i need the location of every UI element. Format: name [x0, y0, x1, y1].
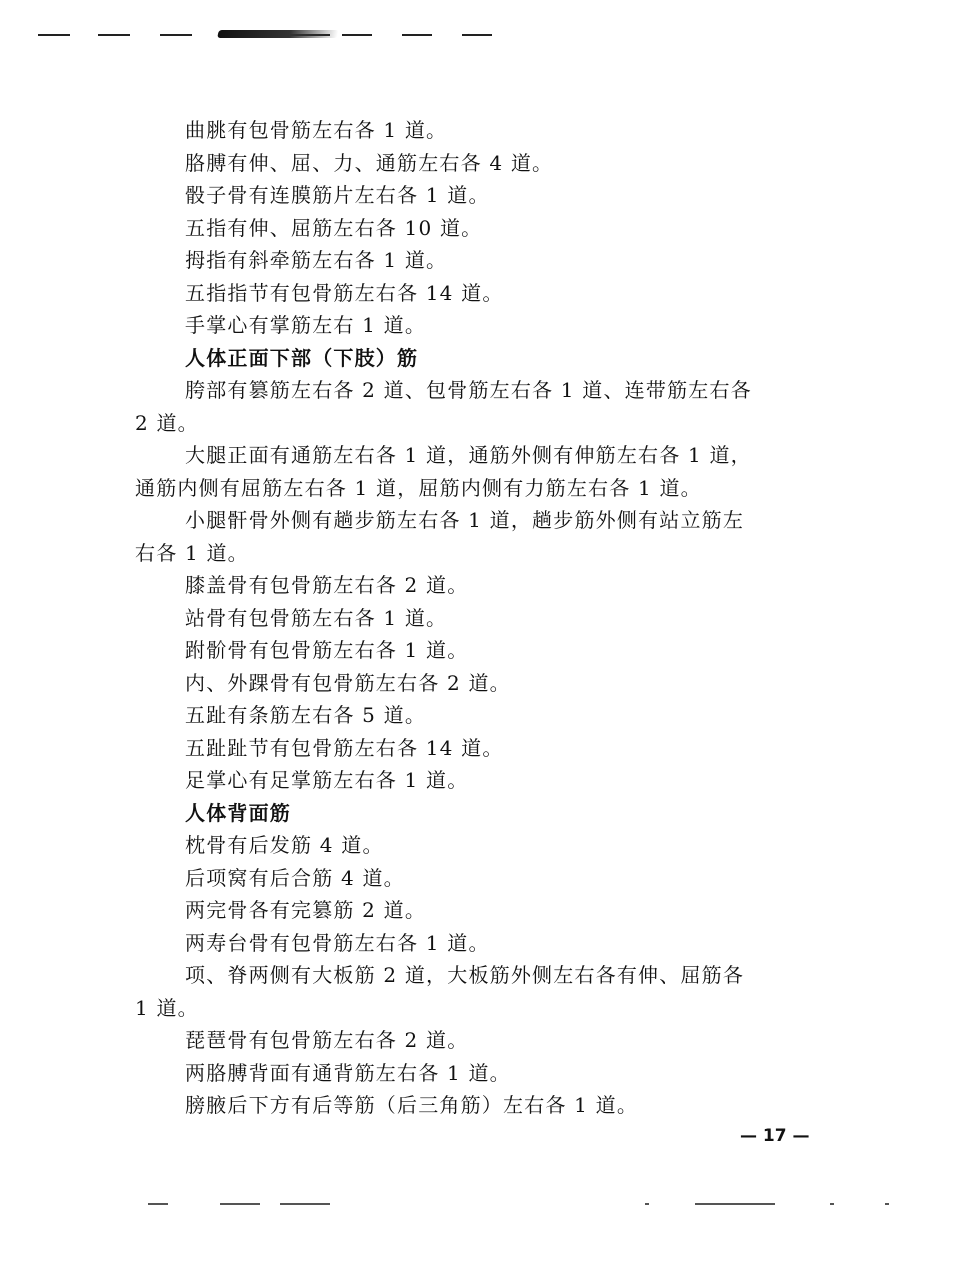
section-heading: 人体背面筋: [185, 800, 291, 825]
text-line: 五指有伸、屈筋左右各 10 道。: [185, 215, 483, 240]
text-line: 两寿台骨有包骨筋左右各 1 道。: [185, 930, 490, 955]
text-line: 足掌心有足掌筋左右各 1 道。: [185, 768, 469, 792]
text-line: 五趾有条筋左右各 5 道。: [185, 703, 427, 727]
text-line: 右各 1 道。: [135, 540, 249, 565]
dash-mark: [342, 34, 372, 36]
text-line: 2 道。: [135, 410, 199, 435]
text-line: 大腿正面有通筋左右各 1 道，通筋外侧有伸筋左右各 1 道，: [185, 443, 752, 467]
section-heading: 人体正面下部（下肢）筋: [185, 345, 419, 370]
scan-speck: [280, 1203, 330, 1205]
dash-mark: [402, 34, 432, 36]
text-line: 胯部有篡筋左右各 2 道、包骨筋左右各 1 道、连带筋左右各: [185, 378, 752, 402]
text-line: 膀腋后下方有后等筋（后三角筋）左右各 1 道。: [185, 1093, 639, 1117]
dash-mark: [462, 34, 492, 36]
text-line: 两完骨各有完篡筋 2 道。: [185, 898, 427, 922]
text-line: 骰子骨有连膜筋片左右各 1 道。: [185, 183, 490, 207]
scan-speck: [645, 1203, 649, 1205]
text-line: 五指指节有包骨筋左右各 14 道。: [185, 280, 504, 305]
text-line: 曲脁有包骨筋左右各 1 道。: [185, 118, 448, 142]
scan-speck: [220, 1203, 260, 1205]
dash-mark: [38, 34, 70, 36]
text-line: 膝盖骨有包骨筋左右各 2 道。: [185, 573, 469, 597]
text-line: 1 道。: [135, 995, 199, 1020]
text-line: 手掌心有掌筋左右 1 道。: [185, 313, 427, 337]
scan-header-dashes: [0, 22, 979, 42]
scan-speck: [695, 1203, 775, 1205]
text-line: 琵琶骨有包骨筋左右各 2 道。: [185, 1028, 469, 1052]
dash-mark: [98, 34, 130, 36]
scan-speck: [148, 1203, 168, 1205]
body-text: [135, 114, 835, 1122]
text-line: 五趾趾节有包骨筋左右各 14 道。: [185, 735, 504, 760]
text-line: 拇指有斜牵筋左右各 1 道。: [185, 248, 448, 272]
text-line: 内、外踝骨有包骨筋左右各 2 道。: [185, 670, 511, 695]
text-line: 跗骱骨有包骨筋左右各 1 道。: [185, 638, 469, 662]
text-line: 小腿骭骨外侧有趟步筋左右各 1 道，趟步筋外侧有站立筋左: [185, 508, 745, 532]
dash-mark: [160, 34, 192, 36]
text-line: 站骨有包骨筋左右各 1 道。: [185, 605, 448, 630]
text-line: 胳膊有伸、屈、力、通筋左右各 4 道。: [185, 150, 554, 175]
text-line: 枕骨有后发筋 4 道。: [185, 833, 384, 857]
text-line: 项、脊两侧有大板筋 2 道，大板筋外侧左右各有伸、屈筋各: [185, 963, 745, 987]
page-number: — 17 —: [740, 1126, 810, 1146]
scan-bottom-noise: [140, 1203, 900, 1215]
text-line: 两胳膊背面有通背筋左右各 1 道。: [185, 1060, 511, 1085]
text-line: 后项窝有后合筋 4 道。: [185, 865, 405, 890]
text-line: 通筋内侧有屈筋左右各 1 道，屈筋内侧有力筋左右各 1 道。: [135, 475, 702, 500]
scan-speck: [830, 1203, 834, 1205]
scan-smudge: [217, 30, 339, 38]
scan-speck: [885, 1203, 889, 1205]
